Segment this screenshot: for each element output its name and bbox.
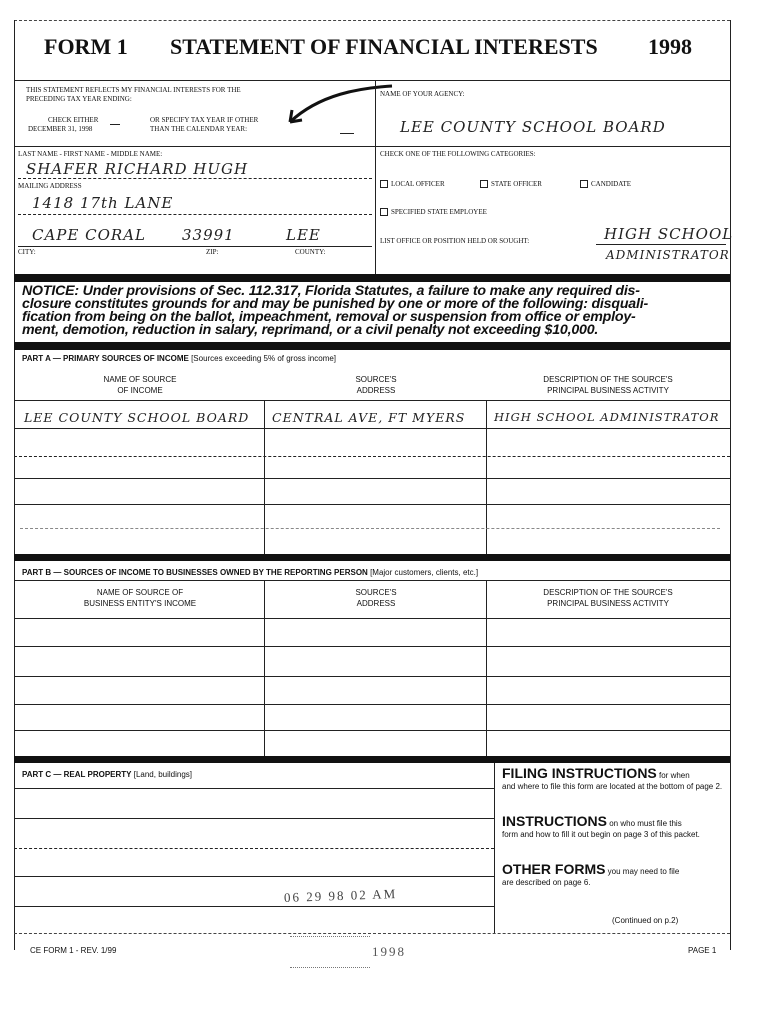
part-c-subtitle: [Land, buildings]: [133, 770, 192, 779]
other-forms-block: [502, 861, 724, 888]
part-a-col3-line2: PRINCIPAL BUSINESS ACTIVITY: [547, 386, 669, 395]
part-b-col3-line2: PRINCIPAL BUSINESS ACTIVITY: [547, 599, 669, 608]
part-b-row-line-5: [14, 730, 730, 731]
notice-text: [22, 285, 648, 337]
part-b-col3-line1: DESCRIPTION OF THE SOURCE'S: [543, 588, 673, 597]
period-divider: [14, 146, 730, 147]
part-a-row1-address[interactable]: CENTRAL AVE, FT MYERS: [272, 410, 466, 425]
local-officer-label: LOCAL OFFICER: [391, 180, 445, 188]
filing-instructions: [502, 765, 724, 792]
form-number: FORM 1: [44, 34, 128, 59]
address-value[interactable]: 1418 17th LANE: [32, 194, 174, 212]
part-b-col1-line2: BUSINESS ENTITY'S INCOME: [83, 599, 197, 608]
state-officer-label: STATE OFFICER: [491, 180, 542, 188]
instructions-tail: on who must file this: [607, 819, 682, 828]
part-a-col2-line1: SOURCE'S: [355, 375, 397, 384]
part-b-top-bar: [14, 554, 730, 561]
office-line: [596, 244, 726, 245]
filing-instructions-body: and where to file this form are located at the bottom of page 2.: [502, 782, 723, 791]
specified-employee-label: SPECIFIED STATE EMPLOYEE: [391, 208, 487, 216]
part-a-col3-header: [488, 374, 728, 396]
received-stamp-2: 1998: [372, 944, 406, 959]
footer-page: PAGE 1: [688, 946, 717, 955]
part-a-row-line-5: [20, 528, 720, 529]
dec31-blank[interactable]: [110, 124, 120, 125]
part-c-row-line-3: [14, 876, 494, 877]
part-c-divider: [494, 763, 495, 933]
part-b-col2-line2: ADDRESS: [356, 599, 396, 608]
part-b-col2-header: [266, 587, 486, 609]
part-a-row-line-3: [14, 478, 730, 479]
part-a-subtitle: [Sources exceeding 5% of gross income]: [191, 354, 337, 363]
city-label: CITY:: [18, 248, 36, 256]
check-either-label: CHECK EITHER: [48, 116, 99, 124]
part-b-title: [22, 568, 478, 577]
part-a-heading: PART A — PRIMARY SOURCES OF INCOME: [22, 354, 189, 363]
form-title: STATEMENT OF FINANCIAL INTERESTS: [170, 34, 598, 59]
notice-line-4: ment, demotion, reduction in salary, reprimand, or a civil penalty not exceeding $10,000.: [22, 322, 599, 338]
part-b-row-line-2: [14, 646, 730, 647]
part-c-heading: PART C — REAL PROPERTY: [22, 770, 132, 779]
address-label: MAILING ADDRESS: [18, 182, 82, 190]
part-a-row1-activity[interactable]: HIGH SCHOOL ADMINISTRATOR: [494, 410, 720, 424]
part-b-heading: PART B — SOURCES OF INCOME TO BUSINESSES OWNED BY THE REPORTING PERSON: [22, 568, 368, 577]
part-a-col1-line1: NAME OF SOURCE: [103, 375, 177, 384]
instructions-title: INSTRUCTIONS: [502, 813, 607, 829]
tax-year-blank[interactable]: [340, 133, 354, 134]
part-b-subtitle: [Major customers, clients, etc.]: [370, 568, 479, 577]
top-middle-divider: [375, 80, 376, 274]
county-value[interactable]: LEE: [286, 226, 321, 244]
state-officer-option[interactable]: [480, 180, 542, 188]
city-value[interactable]: CAPE CORAL: [32, 226, 146, 244]
filing-instructions-tail: for when: [656, 771, 690, 780]
agency-label: NAME OF YOUR AGENCY:: [380, 90, 465, 98]
state-officer-checkbox[interactable]: [480, 180, 488, 188]
notice-line-2: closure constitutes grounds for and may be punished by one or more of the following: disquali-: [22, 296, 648, 312]
local-officer-checkbox[interactable]: [380, 180, 388, 188]
city-line: [18, 246, 372, 247]
footer-form-rev: CE FORM 1 - REV. 1/99: [30, 946, 117, 955]
part-b-col2-line1: SOURCE'S: [355, 588, 397, 597]
bottom-border: [14, 933, 730, 934]
candidate-label: CANDIDATE: [591, 180, 632, 188]
notice-bottom-bar: [14, 342, 730, 350]
part-a-vline-1: [264, 400, 265, 554]
name-label: LAST NAME - FIRST NAME - MIDDLE NAME:: [18, 150, 163, 158]
part-b-title-line: [14, 580, 730, 581]
part-a-header-line: [14, 400, 730, 401]
categories-label: CHECK ONE OF THE FOLLOWING CATEGORIES:: [380, 150, 536, 158]
county-label: COUNTY:: [295, 248, 326, 256]
specified-employee-checkbox[interactable]: [380, 208, 388, 216]
address-line: [18, 214, 372, 215]
instructions-block: [502, 813, 724, 840]
part-b-col3-header: [488, 587, 728, 609]
zip-value[interactable]: 33991: [182, 226, 235, 244]
period-text-1: THIS STATEMENT REFLECTS MY FINANCIAL INTERESTS FOR THE: [26, 86, 241, 94]
right-border: [730, 20, 731, 950]
part-a-row-line-4: [14, 504, 730, 505]
other-forms-tail: you may need to file: [605, 867, 680, 876]
name-value[interactable]: SHAFER RICHARD HUGH: [26, 160, 249, 178]
candidate-checkbox[interactable]: [580, 180, 588, 188]
agency-value[interactable]: LEE COUNTY SCHOOL BOARD: [400, 118, 666, 136]
candidate-option[interactable]: [580, 180, 631, 188]
office-value-2[interactable]: ADMINISTRATOR: [606, 248, 730, 262]
part-b-col1-line1: NAME OF SOURCE OF: [96, 588, 184, 597]
part-a-col2-header: [266, 374, 486, 396]
specified-employee-option[interactable]: [380, 208, 487, 216]
part-b-row-line-1: [14, 618, 730, 619]
office-value-1[interactable]: HIGH SCHOOL: [604, 225, 734, 243]
part-b-row-line-3: [14, 676, 730, 677]
other-forms-body: are described on page 6.: [502, 878, 591, 887]
part-c-title-line: [14, 788, 494, 789]
local-officer-option[interactable]: [380, 180, 445, 188]
notice-line-3: fication from being on the ballot, impeachment, removal or suspension from office or employ-: [22, 309, 636, 325]
than-calendar-label: THAN THE CALENDAR YEAR:: [150, 125, 248, 133]
part-c-row-line-2: [14, 848, 494, 849]
office-label: LIST OFFICE OR POSITION HELD OR SOUGHT:: [380, 237, 530, 245]
form-year: 1998: [648, 34, 692, 59]
part-a-col2-line2: ADDRESS: [356, 386, 396, 395]
part-a-vline-2: [486, 400, 487, 554]
part-c-top-bar: [14, 756, 730, 763]
part-c-row-line-4: [14, 906, 494, 907]
notice-top-bar: [14, 274, 730, 282]
part-a-row-line-2: [14, 456, 730, 457]
part-a-row-line-1: [14, 428, 730, 429]
top-border: [14, 20, 730, 21]
continued-note: (Continued on p.2): [612, 916, 679, 925]
part-a-row1-name[interactable]: LEE COUNTY SCHOOL BOARD: [24, 410, 250, 425]
received-stamp-1: 06 29 98 02 AM: [283, 886, 398, 905]
zip-label: ZIP:: [206, 248, 219, 256]
arrow-mark-icon: [270, 80, 400, 130]
notice-line-1: NOTICE: Under provisions of Sec. 112.317, Florida Statutes, a failure to make any required dis-: [22, 283, 640, 299]
period-text-2: PRECEDING TAX YEAR ENDING:: [26, 95, 132, 103]
part-c-row-line-1: [14, 818, 494, 819]
part-b-col1-header: [30, 587, 250, 609]
or-specify-label: OR SPECIFY TAX YEAR IF OTHER: [150, 116, 259, 124]
part-a-col1-line2: OF INCOME: [117, 386, 163, 395]
stamp-smudge: [290, 936, 370, 968]
instructions-body: form and how to fill it out begin on page 3 of this packet.: [502, 830, 700, 839]
part-c-title: [22, 770, 192, 779]
filing-instructions-title: FILING INSTRUCTIONS: [502, 765, 657, 781]
dec31-label: DECEMBER 31, 1998: [28, 125, 93, 133]
part-a-title: [22, 354, 336, 363]
left-border: [14, 20, 15, 950]
part-a-col1-header: [30, 374, 250, 396]
part-b-row-line-4: [14, 704, 730, 705]
part-a-col3-line1: DESCRIPTION OF THE SOURCE'S: [543, 375, 673, 384]
name-line: [18, 178, 372, 179]
other-forms-title: OTHER FORMS: [502, 861, 606, 877]
